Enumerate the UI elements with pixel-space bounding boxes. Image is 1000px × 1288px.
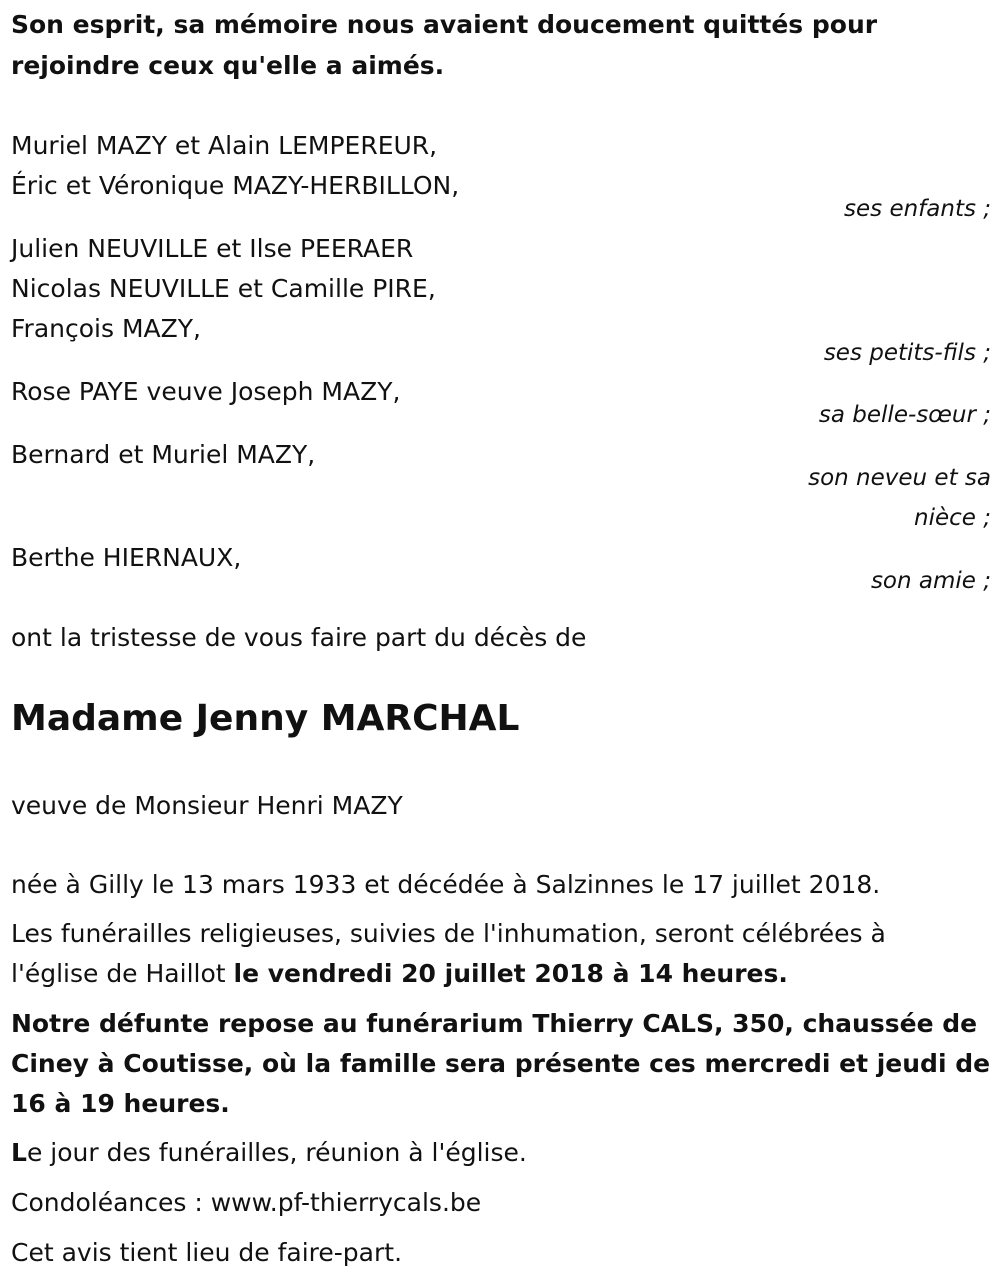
relation-children: ses enfants ; — [844, 196, 991, 222]
relation-sister-in-law: sa belle-sœur ; — [818, 402, 991, 428]
widow-of-text: veuve de Monsieur Henri MAZY — [11, 791, 403, 820]
meeting-text — [11, 1133, 527, 1173]
rest-line-2: Ciney à Coutisse, où la famille sera présente ces mercredi et jeudi de — [11, 1049, 991, 1078]
relation-grandsons: ses petits-fils ; — [823, 340, 991, 366]
relation-nephew-niece-line-2: nièce ; — [914, 505, 991, 531]
funeral-line-2 — [11, 954, 788, 994]
relation-friend: son amie ; — [870, 568, 991, 594]
family-name: François MAZY, — [11, 314, 201, 343]
family-name: Julien NEUVILLE et Ilse PEERAER — [11, 234, 414, 263]
meeting-rest: e jour des funérailles, réunion à l'église. — [26, 1138, 527, 1167]
intro-line-2: rejoindre ceux qu'elle a aimés. — [11, 51, 445, 80]
condolences-text: Condoléances : www.pf-thierrycals.be — [11, 1188, 482, 1217]
announcement-text: ont la tristesse de vous faire part du décès de — [11, 623, 587, 652]
rest-line-3: 16 à 19 heures. — [11, 1089, 230, 1118]
deceased-name: Madame Jenny MARCHAL — [11, 698, 520, 739]
family-name: Nicolas NEUVILLE et Camille PIRE, — [11, 274, 436, 303]
intro-line-1: Son esprit, sa mémoire nous avaient doucement quittés pour — [11, 10, 878, 39]
family-name: Rose PAYE veuve Joseph MAZY, — [11, 377, 401, 406]
rest-line-1: Notre défunte repose au funérarium Thierry CALS, 350, chaussée de — [11, 1009, 978, 1038]
relation-nephew-niece-line-1: son neveu et sa — [808, 465, 991, 491]
birth-death-text: née à Gilly le 13 mars 1933 et décédée à Salzinnes le 17 juillet 2018. — [11, 870, 881, 899]
meeting-initial: L — [11, 1138, 27, 1167]
funeral-line-1: Les funérailles religieuses, suivies de l'inhumation, seront célébrées à — [11, 919, 886, 948]
family-name: Muriel MAZY et Alain LEMPEREUR, — [11, 131, 438, 160]
family-name: Bernard et Muriel MAZY, — [11, 440, 316, 469]
family-name: Berthe HIERNAUX, — [11, 543, 242, 572]
family-name: Éric et Véronique MAZY-HERBILLON, — [11, 171, 460, 200]
notice-text: Cet avis tient lieu de faire-part. — [11, 1238, 403, 1267]
funeral-location: l'église de Haillot — [11, 959, 234, 988]
funeral-date: le vendredi 20 juillet 2018 à 14 heures. — [233, 959, 788, 988]
